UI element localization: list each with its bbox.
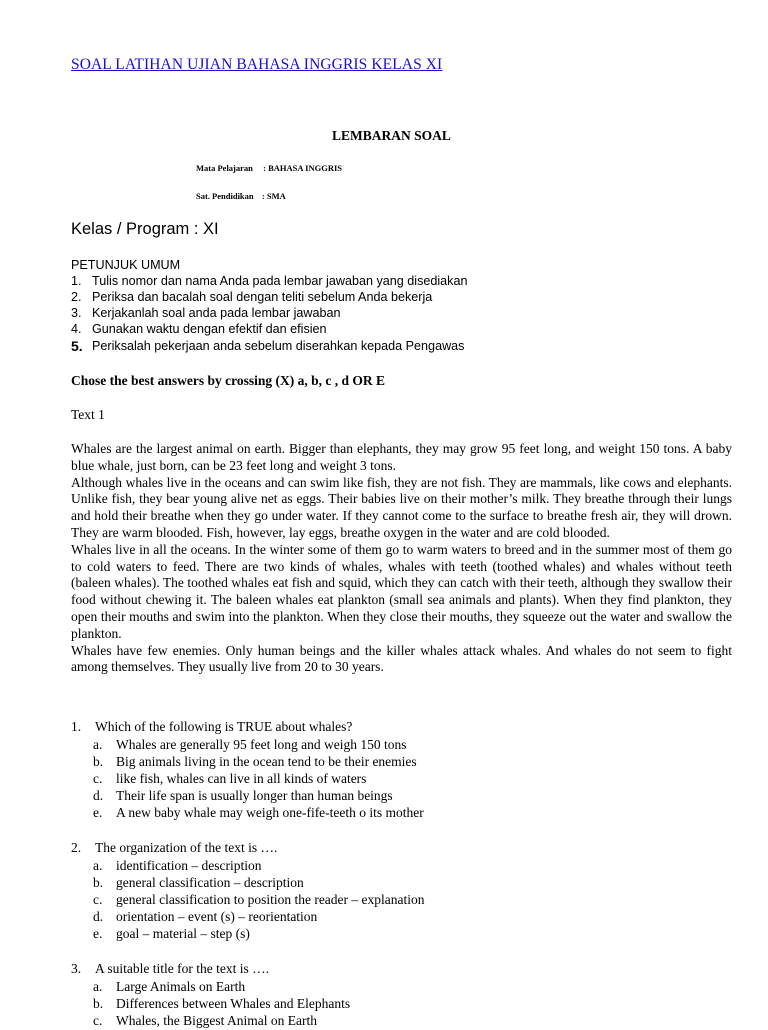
option-text: Big animals living in the ocean tend to be their enemies	[116, 753, 417, 769]
option-letter: e.	[93, 926, 103, 942]
meta-school-value: : SMA	[261, 191, 286, 201]
question-number: 2.	[71, 839, 82, 855]
option-letter: a.	[93, 736, 103, 752]
answer-option[interactable]	[71, 1012, 751, 1029]
meta-subject	[196, 163, 342, 173]
question-number: 3.	[71, 960, 82, 976]
sheet-subtitle: LEMBARAN SOAL	[332, 128, 451, 143]
instruction-number: 5.	[71, 337, 83, 354]
instruction-item	[71, 290, 751, 306]
question-text: The organization of the text is ….	[95, 839, 278, 855]
question-stem	[71, 959, 751, 978]
option-letter: c.	[93, 770, 103, 786]
answer-option[interactable]	[71, 874, 751, 891]
instruction-number: 2.	[71, 289, 82, 304]
answer-option[interactable]	[71, 926, 751, 943]
option-letter: a.	[93, 978, 103, 994]
option-text: Differences between Whales and Elephants	[116, 995, 351, 1011]
option-letter: e.	[93, 805, 103, 821]
answer-option[interactable]	[71, 753, 751, 770]
option-letter: a.	[93, 857, 103, 873]
answer-option[interactable]	[71, 736, 751, 753]
passage-paragraph: Whales are the largest animal on earth. Bigger than elephants, they may grow 95 feet long, and weight 150 tons. A baby blue whale, just born, can be 23 feet long and weight 3 tons.	[71, 441, 732, 473]
instruction-text: Periksa dan bacalah soal dengan teliti sebelum Anda bekerja	[92, 289, 433, 304]
instruction-number: 4.	[71, 321, 82, 336]
question-stem	[71, 717, 751, 736]
option-text: Their life span is usually longer than human beings	[116, 788, 393, 804]
instruction-number: 3.	[71, 305, 82, 320]
option-text: goal – material – step (s)	[116, 926, 250, 942]
option-text: identification – description	[116, 857, 262, 873]
question-1	[71, 717, 751, 822]
question-number: 1.	[71, 718, 82, 734]
answer-option[interactable]	[71, 909, 751, 926]
answer-option[interactable]	[71, 978, 751, 995]
option-text: general classification to position the reader – explanation	[116, 891, 425, 907]
instruction-item	[71, 306, 751, 322]
meta-subject-value: : BAHASA INGGRIS	[263, 163, 343, 173]
option-letter: c.	[93, 1012, 103, 1028]
question-text: Which of the following is TRUE about whales?	[95, 718, 353, 734]
question-2	[71, 838, 751, 943]
instruction-text: Kerjakanlah soal anda pada lembar jawaban	[92, 305, 341, 320]
question-3	[71, 959, 751, 1030]
class-program-heading: Kelas / Program : XI	[71, 220, 219, 238]
option-letter: d.	[93, 909, 104, 925]
document-title-link[interactable]: SOAL LATIHAN UJIAN BAHASA INGGRIS KELAS XI	[71, 56, 443, 73]
option-text: A new baby whale may weigh one-fife-teeth o its mother	[116, 805, 424, 821]
question-stem	[71, 838, 751, 857]
option-text: Large Animals on Earth	[116, 978, 246, 994]
meta-school-label: Sat. Pendidikan	[196, 191, 254, 201]
option-letter: c.	[93, 891, 103, 907]
answer-option[interactable]	[71, 857, 751, 874]
option-text: Whales are generally 95 feet long and weigh 150 tons	[116, 736, 407, 752]
question-text: A suitable title for the text is ….	[95, 960, 269, 976]
instruction-text: Gunakan waktu dengan efektif dan efisien	[92, 321, 327, 336]
passage-paragraph: Whales live in all the oceans. In the winter some of them go to warm waters to breed and in the summer most of them go to cold waters to feed. There are two kinds of whales, whales with teeth (toothed whales) and whales without teeth (baleen whales). The toothed whales eat fish and squid, which they can catch with their teeth, although they swallow their food without chewing it. The baleen whales eat plankton (small sea animals and plants). When they find plankton, they open their mouths and swim into the plankton. When they close their mouths, they squeeze out the water and swallow the plankton.	[71, 541, 732, 641]
option-letter: b.	[93, 753, 104, 769]
option-text: like fish, whales can live in all kinds of waters	[116, 770, 367, 786]
option-text: orientation – event (s) – reorientation	[116, 909, 318, 925]
instruction-item	[71, 338, 751, 355]
passage-paragraph: Although whales live in the oceans and can swim like fish, they are not fish. They are mammals, like cows and elephants. Unlike fish, they bear young alive net as eggs. Their babies live on their mother’s milk. They breathe through their lungs and hold their breathe when they go under water. If they cannot come to the surface to breathe fresh air, they will drown. They are warm blooded. Fish, however, lay eggs, breathe oxygen in the water and are cold blooded.	[71, 474, 732, 540]
answer-option[interactable]	[71, 805, 751, 822]
instruction-number: 1.	[71, 273, 82, 288]
passage-paragraph: Whales have few enemies. Only human beings and the killer whales attack whales. And whales do not seem to fight among themselves. They usually live from 20 to 30 years.	[71, 642, 732, 675]
instructions-heading: PETUNJUK UMUM	[71, 258, 181, 272]
option-letter: d.	[93, 788, 104, 804]
reading-passage	[71, 441, 732, 676]
option-text: general classification – description	[116, 874, 304, 890]
instruction-text: Periksalah pekerjaan anda sebelum diserahkan kepada Pengawas	[92, 338, 465, 353]
general-instructions	[71, 258, 751, 355]
instruction-text: Tulis nomor dan nama Anda pada lembar jawaban yang disediakan	[92, 273, 468, 288]
answer-option[interactable]	[71, 770, 751, 787]
instruction-item	[71, 322, 751, 338]
option-letter: b.	[93, 874, 104, 890]
option-text: Whales, the Biggest Animal on Earth	[116, 1012, 317, 1028]
instruction-item	[71, 274, 751, 290]
meta-subject-label: Mata Pelajaran	[196, 163, 253, 173]
option-letter: b.	[93, 995, 104, 1011]
answer-option[interactable]	[71, 995, 751, 1012]
answer-instruction: Chose the best answers by crossing (X) a, b, c , d OR E	[71, 373, 386, 388]
answer-option[interactable]	[71, 891, 751, 908]
answer-option[interactable]	[71, 788, 751, 805]
meta-school-level	[196, 191, 286, 201]
text-label: Text 1	[71, 407, 105, 422]
